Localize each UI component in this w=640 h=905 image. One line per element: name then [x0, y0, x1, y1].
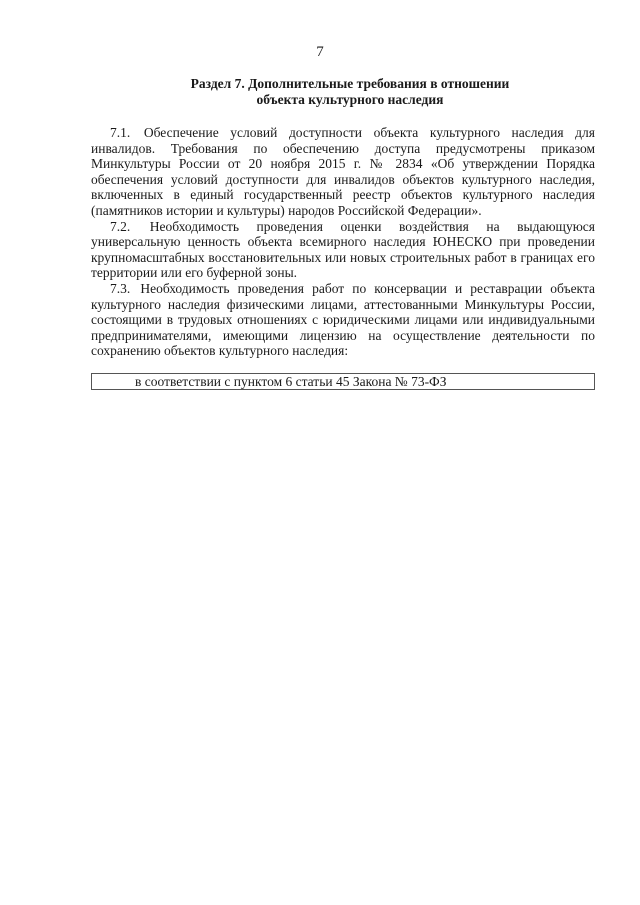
- section-title-line-1: Раздел 7. Дополнительные требования в отношении: [190, 76, 510, 91]
- section-title: [150, 76, 550, 108]
- legal-reference-text: в соответствии с пунктом 6 статьи 45 Закона № 73-ФЗ: [135, 374, 447, 389]
- paragraph-7-2: [91, 219, 595, 281]
- page-number: 7: [316, 44, 324, 60]
- paragraph-number: 7.3.: [110, 280, 131, 296]
- legal-reference-box: [91, 373, 595, 390]
- paragraph-text: Обеспечение условий доступности объекта культурного наследия для инвалидов. Требования по обеспечению доступа предусмотрены приказом Минкультуры России от 20 ноября 2015 г. № 2834 «Об утверждении Порядка обеспечения условий доступности для инвалидов объектов культурного наследия, включенных в единый государственный реестр объектов культурного наследия (памятников истории и культуры) народов Российской Федерации».: [91, 125, 595, 218]
- paragraph-text: Необходимость проведения работ по консервации и реставрации объекта культурного наследия физическими лицами, аттестованными Минкультуры России, состоящими в трудовых отношениях с юридическими лицами или индивидуальными предпринимателями, имеющими лицензию на осуществление деятельности по сохранению объектов культурного наследия:: [91, 280, 595, 359]
- paragraph-7-1: [91, 125, 595, 219]
- paragraph-number: 7.1.: [110, 125, 131, 140]
- paragraph-7-3: [91, 281, 595, 359]
- section-body: [91, 125, 595, 359]
- paragraph-number: 7.2.: [110, 218, 131, 234]
- paragraph-text: Необходимость проведения оценки воздействия на выдающуюся универсальную ценность объекта всемирного наследия ЮНЕСКО при проведении крупномасштабных восстановительных или новых строительных работ в границах его территории или его буферной зоны.: [91, 218, 595, 281]
- section-title-line-2: объекта культурного наследия: [256, 92, 444, 107]
